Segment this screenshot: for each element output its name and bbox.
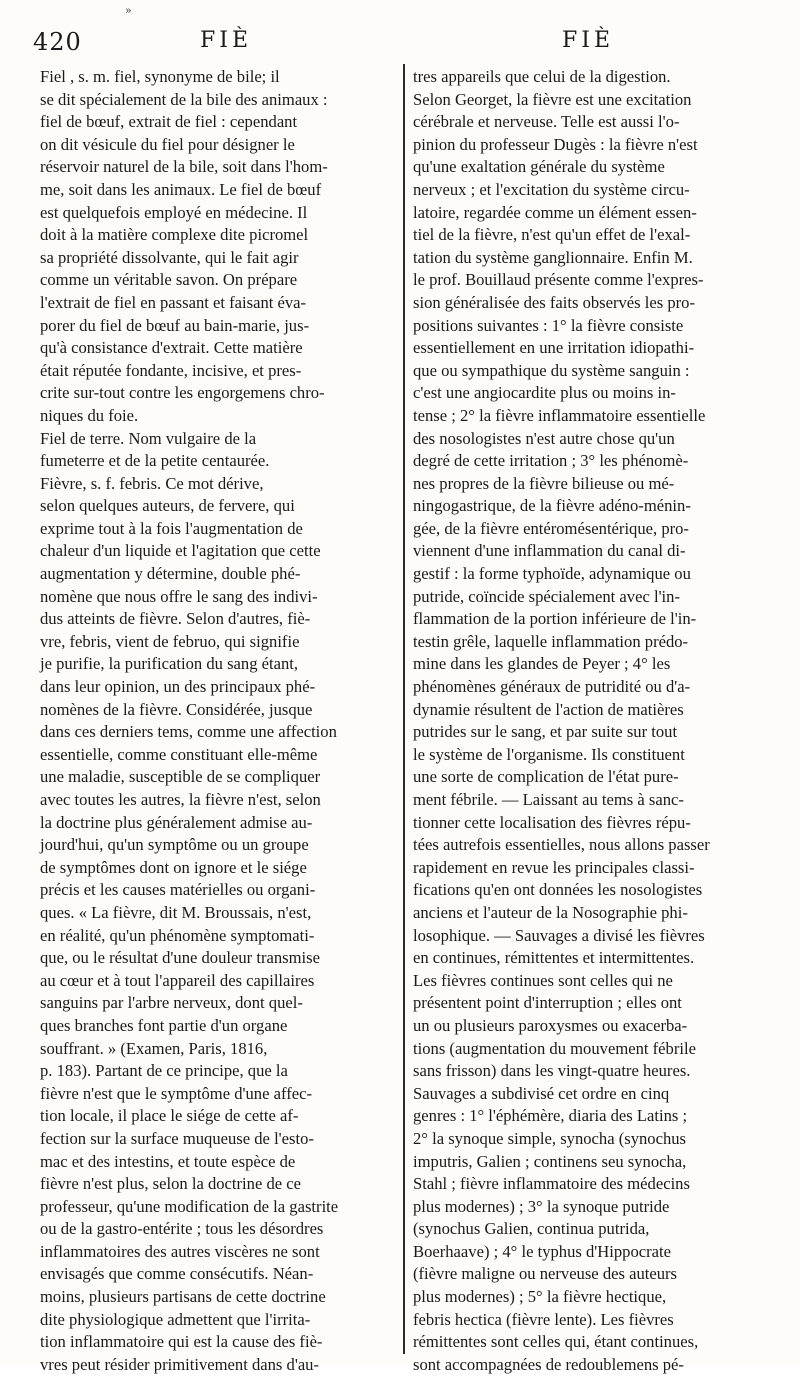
text-line: gée, de la fièvre entéromésentérique, pro- xyxy=(413,518,689,538)
text-line: positions suivantes : 1° la fièvre consiste xyxy=(413,315,684,335)
text-line: en réalité, qu'un phénomène symptomati- xyxy=(40,925,315,945)
right-text-column xyxy=(413,66,767,1374)
text-line: cérébrale et nerveuse. Telle est aussi l'o- xyxy=(413,112,680,132)
text-line: plus modernes) ; 3° la synoque putride xyxy=(413,1196,670,1216)
text-line: dynamie résultent de l'action de matières xyxy=(413,699,684,719)
text-line: tionner cette localisation des fièvres répu- xyxy=(413,812,691,832)
text-line: une maladie, susceptible de se compliquer xyxy=(40,767,321,787)
text-line: Selon Georget, la fièvre est une excitation xyxy=(413,89,692,109)
text-line: tion locale, il place le siége de cette af- xyxy=(40,1106,299,1126)
text-line: on dit vésicule du fiel pour désigner le xyxy=(40,134,295,154)
text-line: Boerhaave) ; 4° le typhus d'Hippocrate xyxy=(413,1241,671,1261)
text-line: ques. « La fièvre, dit M. Broussais, n'est, xyxy=(40,902,312,922)
text-line: viennent d'une inflammation du canal di- xyxy=(413,541,686,561)
text-line: imputris, Galien ; continens seu synocha, xyxy=(413,1151,687,1171)
text-line: Les fièvres continues sont celles qui ne xyxy=(413,970,673,990)
text-line: sont accompagnées de redoublemens pé- xyxy=(413,1354,684,1374)
text-line: testin grêle, laquelle inflammation prédo- xyxy=(413,631,689,651)
text-line: augmentation y détermine, double phé- xyxy=(40,564,301,584)
column-divider xyxy=(403,64,405,1354)
text-line: professeur, qu'une modification de la gastrite xyxy=(40,1196,339,1216)
text-line: p. 183). Partant de ce principe, que la xyxy=(40,1061,288,1081)
text-line: souffrant. » (Examen, Paris, 1816, xyxy=(40,1038,268,1058)
text-line: tres appareils que celui de la digestion. xyxy=(413,67,671,86)
text-line: réservoir naturel de la bile, soit dans l'hom- xyxy=(40,157,328,177)
text-line: vre, febris, vient de februo, qui signifie xyxy=(40,631,300,651)
text-line: que ou sympathique du système sanguin : xyxy=(413,360,690,380)
text-line: crite sur-tout contre les engorgemens chro- xyxy=(40,383,325,403)
text-line: ningogastrique, de la fièvre adéno-ménin- xyxy=(413,496,691,516)
text-line: fièvre n'est plus, selon la doctrine de ce xyxy=(40,1174,302,1194)
text-line: 2° la synoque simple, synocha (synochus xyxy=(413,1128,687,1148)
text-line: envisagés que comme consécutifs. Néan- xyxy=(40,1264,314,1284)
text-line: fiel de bœuf, extrait de fiel : cependant xyxy=(40,112,298,132)
text-line: sion généralisée des faits observés les pro- xyxy=(413,292,696,312)
printer-tick-mark: » xyxy=(125,4,132,17)
text-line: nomènes de la fièvre. Considérée, jusque xyxy=(40,699,313,719)
text-line: des nosologistes n'est autre chose qu'un xyxy=(413,428,675,448)
text-line: dans ces derniers tems, comme une affection xyxy=(40,722,337,742)
text-line: exprime tout à la fois l'augmentation de xyxy=(40,518,303,538)
text-line: losophique. — Sauvages a divisé les fièvres xyxy=(413,925,705,945)
text-line: latoire, regardée comme un élément essen- xyxy=(413,202,697,222)
text-line: tion inflammatoire qui est la cause des fiè- xyxy=(40,1332,323,1352)
text-line: au cœur et à tout l'appareil des capillaires xyxy=(40,970,315,990)
text-line: inflammatoires des autres viscères ne sont xyxy=(40,1241,320,1261)
text-line: que, ou le résultat d'une douleur transmise xyxy=(40,948,320,968)
text-line: essentiellement en une irritation idiopathi- xyxy=(413,338,695,358)
text-line: avec toutes les autres, la fièvre n'est, selon xyxy=(40,790,321,809)
text-line: rapidement en revue les principales classi- xyxy=(413,857,695,877)
text-line: febris hectica (fièvre lente). Les fièvres xyxy=(413,1309,674,1329)
text-line: nes propres de la fièvre bilieuse ou mé- xyxy=(413,473,675,493)
text-line: Sauvages a subdivisé cet ordre en cinq xyxy=(413,1083,670,1103)
text-line: rémittentes sont celles qui, étant continues, xyxy=(413,1332,699,1352)
text-line: en continues, rémittentes et intermittentes. xyxy=(413,948,695,968)
text-line: c'est une angiocardite plus ou moins in- xyxy=(413,383,676,403)
text-line: chaleur d'un liquide et l'agitation que cette xyxy=(40,541,321,561)
text-line: présentent point d'interruption ; elles ont xyxy=(413,993,682,1013)
left-text-column xyxy=(40,66,388,1374)
text-line: me, soit dans les animaux. Le fiel de bœuf xyxy=(40,179,322,199)
text-line: est quelquefois employé en médecine. Il xyxy=(40,202,308,222)
text-line: vres peut résider primitivement dans d'au- xyxy=(40,1354,320,1374)
text-line: le système de l'organisme. Ils constituent xyxy=(413,744,685,764)
text-line: sans frisson) dans les vingt-quatre heures. xyxy=(413,1061,691,1081)
text-line: (fièvre maligne ou nerveuse des auteurs xyxy=(413,1264,678,1284)
page-number: 420 xyxy=(33,28,82,56)
text-line: selon quelques auteurs, de fervere, qui xyxy=(40,496,295,516)
text-line: précis et les causes matérielles ou organi- xyxy=(40,880,316,900)
text-line: dite physiologique admettent que l'irrita- xyxy=(40,1309,311,1329)
text-line: était réputée fondante, incisive, et pres- xyxy=(40,360,302,380)
text-line: une sorte de complication de l'état pure- xyxy=(413,767,679,787)
text-line: fumeterre et de la petite centaurée. xyxy=(40,451,270,471)
text-line: nomène que nous offre le sang des indivi- xyxy=(40,586,318,606)
text-line: doit à la matière complexe dite picromel xyxy=(40,225,309,245)
text-line: nerveux ; et l'excitation du système circu- xyxy=(413,179,690,199)
text-line: fection sur la surface muqueuse de l'esto- xyxy=(40,1128,314,1148)
text-line: fièvre n'est que le symptôme d'une affec- xyxy=(40,1083,312,1103)
text-line: essentielle, comme constituant elle-même xyxy=(40,744,318,764)
text-line: porer du fiel de bœuf au bain-marie, jus- xyxy=(40,315,310,335)
text-line: dans leur opinion, un des principaux phé- xyxy=(40,677,316,697)
text-line: sa propriété dissolvante, qui le fait agir xyxy=(40,247,299,267)
running-head-right: FIÈ xyxy=(562,28,615,53)
text-line: la doctrine plus généralement admise au- xyxy=(40,812,313,832)
running-head-left: FIÈ xyxy=(200,28,253,53)
text-line: qu'à consistance d'extrait. Cette matière xyxy=(40,338,303,358)
text-line: ques branches font partie d'un organe xyxy=(40,1015,288,1035)
text-line: putrides sur le sang, et par suite sur tout xyxy=(413,722,678,742)
text-line: (synochus Galien, continua putrida, xyxy=(413,1219,650,1239)
text-line: se dit spécialement de la bile des animaux : xyxy=(40,89,328,109)
text-line: qu'une exaltation générale du système xyxy=(413,157,665,177)
text-line: fications qu'en ont données les nosologistes xyxy=(413,880,703,900)
text-line: Fièvre, s. f. febris. Ce mot dérive, xyxy=(40,473,264,493)
text-line: ment fébrile. — Laissant au tems à sanc- xyxy=(413,790,684,809)
text-line: Fiel , s. m. fiel, synonyme de bile; il xyxy=(40,67,280,86)
text-line: dus atteints de fièvre. Selon d'autres, fiè- xyxy=(40,609,311,629)
text-line: sanguins par l'arbre nerveux, dont quel- xyxy=(40,993,303,1013)
text-line: mine dans les glandes de Peyer ; 4° les xyxy=(413,654,671,674)
text-line: putride, coïncide spécialement avec l'in- xyxy=(413,586,680,606)
text-line: phénomènes généraux de putridité ou d'a- xyxy=(413,677,691,697)
text-line: Stahl ; fièvre inflammatoire des médecins xyxy=(413,1174,690,1194)
text-line: le prof. Bouillaud présente comme l'expres- xyxy=(413,270,704,290)
text-line: un ou plusieurs paroxysmes ou exacerba- xyxy=(413,1015,688,1035)
text-line: je purifie, la purification du sang étant, xyxy=(40,654,299,674)
text-line: tions (augmentation du mouvement fébrile xyxy=(413,1038,696,1058)
text-line: plus modernes) ; 5° la fièvre hectique, xyxy=(413,1287,667,1307)
text-line: ou de la gastro-entérite ; tous les désordres xyxy=(40,1219,324,1239)
text-line: pinion du professeur Dugès : la fièvre n'est xyxy=(413,134,698,154)
text-line: tense ; 2° la fièvre inflammatoire essentielle xyxy=(413,405,706,425)
text-line: tées autrefois essentielles, nous allons passer xyxy=(413,835,710,855)
text-line: flammation de la portion inférieure de l'in- xyxy=(413,609,697,629)
text-line: tiel de la fièvre, n'est qu'un effet de l'exal- xyxy=(413,225,691,245)
text-line: comme un véritable savon. On prépare xyxy=(40,270,298,290)
text-line: degré de cette irritation ; 3° les phénomè- xyxy=(413,451,689,471)
text-line: niques du foie. xyxy=(40,405,139,425)
text-line: anciens et l'auteur de la Nosographie phi- xyxy=(413,902,688,922)
text-line: gestif : la forme typhoïde, adynamique ou xyxy=(413,564,691,584)
text-line: moins, plusieurs partisans de cette doctrine xyxy=(40,1287,326,1307)
text-line: Fiel de terre. Nom vulgaire de la xyxy=(40,428,257,448)
text-line: jourd'hui, qu'un symptôme ou un groupe xyxy=(40,835,309,855)
text-line: mac et des intestins, et toute espèce de xyxy=(40,1151,296,1171)
text-line: de symptômes dont on ignore et le siége xyxy=(40,857,307,877)
text-line: genres : 1° l'éphémère, diaria des Latins ; xyxy=(413,1106,688,1126)
text-line: tation du système ganglionnaire. Enfin M. xyxy=(413,247,693,267)
text-line: l'extrait de fiel en passant et faisant éva- xyxy=(40,292,307,312)
